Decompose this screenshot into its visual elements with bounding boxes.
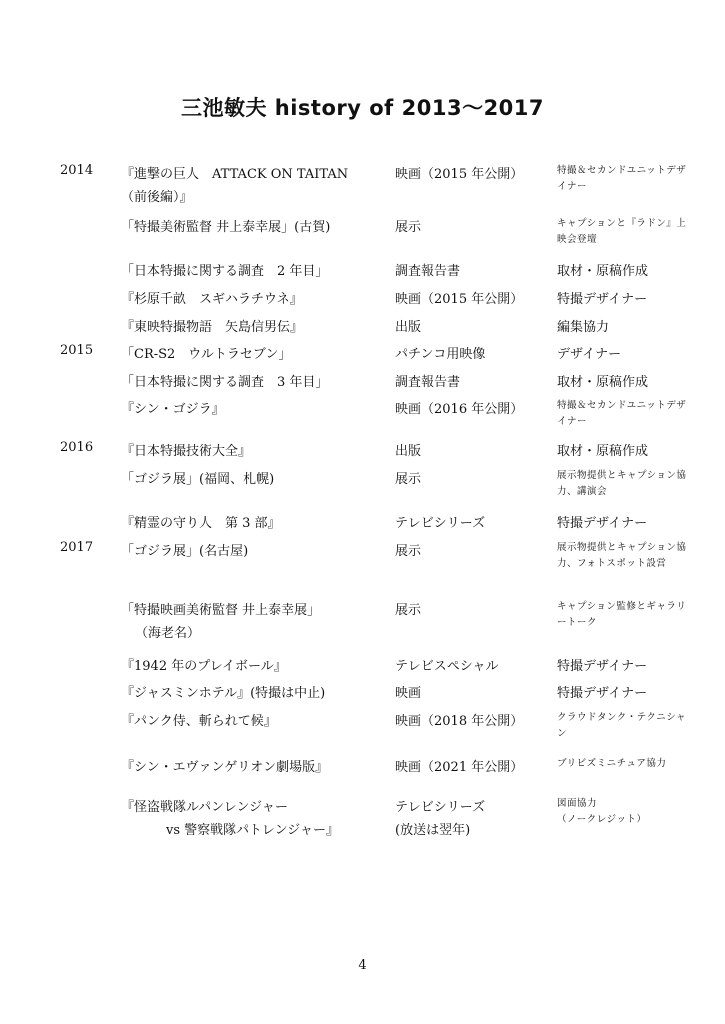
entry-role: キャプション監修とギャラリートーク bbox=[557, 601, 687, 628]
entry-title-line: 「日本特撮に関する調査 2 年目」 bbox=[121, 264, 329, 279]
entry-title-line: 『進撃の巨人 ATTACK ON TAITAN bbox=[121, 167, 349, 182]
entry-type bbox=[395, 710, 545, 733]
entry-type-line: 出版 bbox=[395, 320, 422, 335]
entry-role: 特撮デザイナー bbox=[557, 292, 648, 307]
entry-title bbox=[121, 796, 383, 842]
entry-title bbox=[121, 710, 383, 733]
entry-title-line: 『シン・エヴァンゲリオン劇場版』 bbox=[121, 760, 329, 775]
entry-title-line: 『パンク侍、斬られて候』 bbox=[121, 714, 277, 729]
entry-type-line: (放送は翌年) bbox=[395, 823, 471, 838]
entry-title-line: 『精霊の守り人 第 3 部』 bbox=[121, 516, 281, 531]
entry-type-line: 映画（2018 年公開） bbox=[395, 714, 524, 729]
entry-title bbox=[121, 512, 383, 535]
entry-role: 取材・原稿作成 bbox=[557, 264, 649, 279]
entry-title-line: 『東映特撮物語 矢島信男伝』 bbox=[121, 320, 304, 335]
entry-title bbox=[121, 163, 383, 209]
entry-role: 特撮デザイナー bbox=[557, 686, 648, 701]
entry-type-line: パチンコ用映像 bbox=[395, 347, 486, 362]
entry-year: 2016 bbox=[60, 440, 94, 455]
entry-role: 図面協力 （ノークレジット） bbox=[557, 798, 647, 825]
entry-type bbox=[395, 260, 545, 283]
entry-type-line: 展示 bbox=[395, 603, 422, 618]
entry-type-line: 出版 bbox=[395, 444, 422, 459]
entry-type bbox=[395, 216, 545, 239]
entry-title bbox=[121, 343, 383, 366]
entry-title bbox=[121, 682, 383, 705]
entry-title-line: 『日本特撮技術大全』 bbox=[121, 444, 252, 459]
entry-type bbox=[395, 316, 545, 339]
entry-role: デザイナー bbox=[557, 347, 622, 362]
entry-title-line: 「特撮映画美術監督 井上泰幸展」 bbox=[121, 603, 321, 618]
entry-type-line: 調査報告書 bbox=[395, 264, 461, 279]
entry-type bbox=[395, 398, 545, 421]
entry-title-line: （海老名） bbox=[135, 626, 201, 641]
entry-type bbox=[395, 796, 545, 842]
entry-title-line: 「CR-S2 ウルトラセブン」 bbox=[121, 347, 292, 362]
entry-role: 特撮＆セカンドユニットデザイナー bbox=[557, 400, 687, 427]
entry-title bbox=[121, 216, 383, 239]
entry-title bbox=[121, 398, 383, 421]
entry-title-line: 「日本特撮に関する調査 3 年目」 bbox=[121, 375, 329, 390]
entry-type bbox=[395, 682, 545, 705]
entry-type bbox=[395, 599, 545, 622]
entry-role: 取材・原稿作成 bbox=[557, 375, 649, 390]
entry-title-line: vs 警察戦隊パトレンジャー』 bbox=[166, 823, 339, 838]
entry-title-line: 『怪盗戦隊ルパンレンジャー bbox=[121, 800, 288, 815]
entry-type-line: テレビスペシャル bbox=[395, 659, 499, 674]
entry-title bbox=[121, 371, 383, 394]
entry-title bbox=[121, 288, 383, 311]
entry-title-line: 『杉原千畝 スギハラチウネ』 bbox=[121, 292, 303, 307]
entry-type-line: 映画（2015 年公開） bbox=[395, 292, 524, 307]
entry-role: キャプションと『ラドン』上映会登壇 bbox=[557, 218, 687, 245]
entry-type bbox=[395, 343, 545, 366]
entry-type-line: 展示 bbox=[395, 472, 422, 487]
entry-type-line: 調査報告書 bbox=[395, 375, 461, 390]
entry-role: 特撮＆セカンドユニットデザイナー bbox=[557, 165, 687, 192]
entry-type-line: 映画（2021 年公開） bbox=[395, 760, 524, 775]
entry-title-line: （前後編）』 bbox=[121, 190, 193, 205]
entry-title bbox=[121, 468, 383, 491]
entry-title-line: 「ゴジラ展」(福岡、札幌) bbox=[121, 472, 275, 487]
entry-title bbox=[121, 655, 383, 678]
entry-type-line: テレビシリーズ bbox=[395, 800, 486, 815]
entry-type bbox=[395, 371, 545, 394]
entry-title-line: 「ゴジラ展」(名古屋) bbox=[121, 544, 249, 559]
entry-type-line: 映画（2015 年公開） bbox=[395, 167, 524, 182]
entry-type bbox=[395, 512, 545, 535]
entry-role: クラウドタンク・テクニシャン bbox=[557, 712, 687, 739]
entry-type bbox=[395, 163, 545, 186]
entry-role: 展示物提供とキャプション協力、講演会 bbox=[557, 470, 687, 497]
entry-role: 編集協力 bbox=[557, 320, 610, 335]
entry-type bbox=[395, 288, 545, 311]
entry-title bbox=[121, 599, 383, 645]
entry-title bbox=[121, 316, 383, 339]
entry-role: 展示物提供とキャプション協力、フォトスポット設営 bbox=[557, 542, 687, 569]
entry-type bbox=[395, 440, 545, 463]
entry-title-line: 「特撮美術監督 井上泰幸展」(古賀) bbox=[121, 220, 331, 235]
entry-title bbox=[121, 440, 383, 463]
entry-title-line: 『1942 年のプレイボール』 bbox=[121, 659, 287, 674]
entry-title bbox=[121, 756, 383, 779]
entry-title bbox=[121, 260, 383, 283]
entry-title-line: 『シン・ゴジラ』 bbox=[121, 402, 225, 417]
entry-role: 特撮デザイナー bbox=[557, 659, 648, 674]
entry-type bbox=[395, 468, 545, 491]
entry-year: 2014 bbox=[60, 163, 94, 178]
entry-type-line: テレビシリーズ bbox=[395, 516, 486, 531]
entry-role: ブリビズミニチュア協力 bbox=[557, 758, 667, 769]
entry-year: 2015 bbox=[60, 343, 94, 358]
page-number: 4 bbox=[358, 958, 367, 973]
entry-type bbox=[395, 655, 545, 678]
entry-title bbox=[121, 540, 383, 563]
entry-type bbox=[395, 756, 545, 779]
entry-title-line: 『ジャスミンホテル』(特撮は中止) bbox=[121, 686, 326, 701]
entry-role: 取材・原稿作成 bbox=[557, 444, 649, 459]
entry-role: 特撮デザイナー bbox=[557, 516, 648, 531]
entry-type-line: 映画 bbox=[395, 686, 422, 701]
entry-type-line: 展示 bbox=[395, 544, 422, 559]
entry-type-line: 展示 bbox=[395, 220, 422, 235]
entry-type-line: 映画（2016 年公開） bbox=[395, 402, 524, 417]
entry-type bbox=[395, 540, 545, 563]
entry-year: 2017 bbox=[60, 540, 94, 555]
page-title: 三池敏夫 history of 2013～2017 bbox=[180, 96, 545, 120]
